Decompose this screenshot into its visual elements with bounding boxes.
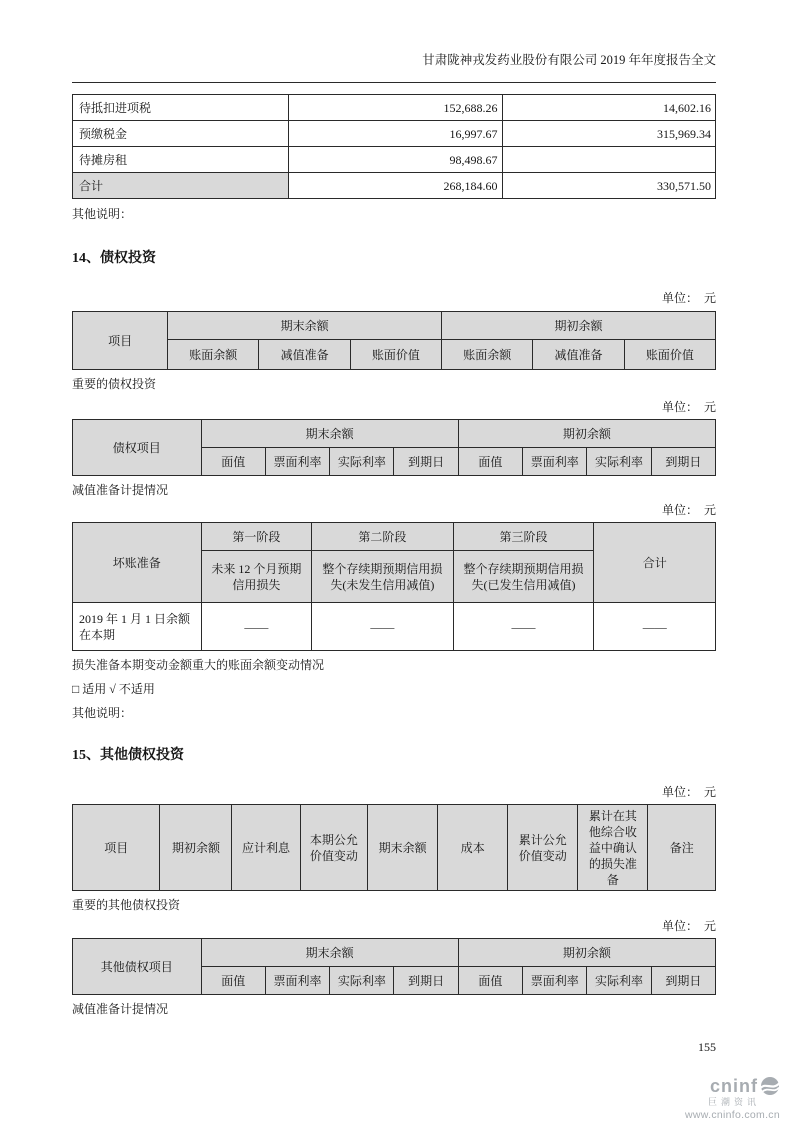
- section-14-title: 14、债权投资: [72, 251, 156, 266]
- column-header: 账面余额: [168, 340, 259, 370]
- ending-balance-cell: 16,997.67: [289, 121, 502, 147]
- column-header: 面值: [201, 448, 265, 476]
- total-label-cell: 合计: [73, 173, 289, 199]
- row-item-cell: 2019 年 1 月 1 日余额在本期: [73, 603, 202, 651]
- column-header: 减值准备: [533, 340, 624, 370]
- unit-label: 单位： 元: [661, 291, 716, 305]
- report-page: [72, 0, 716, 1017]
- column-header: 面值: [458, 967, 522, 995]
- unit-label: 单位： 元: [661, 503, 716, 517]
- total-row: [73, 173, 716, 199]
- loss-change-label: 损失准备本期变动金额重大的账面余额变动情况: [72, 658, 325, 672]
- column-header: 到期日: [394, 448, 458, 476]
- column-header: 整个存续期预期信用损失(未发生信用减值): [312, 551, 453, 603]
- header-row: [73, 312, 716, 340]
- column-header: 未来 12 个月预期信用损失: [201, 551, 312, 603]
- column-header: 其他债权项目: [73, 939, 202, 995]
- table-row: [73, 95, 716, 121]
- report-title: 甘肃陇神戎发药业股份有限公司 2019 年年度报告全文: [422, 53, 716, 67]
- unit-label: 单位： 元: [661, 919, 716, 933]
- column-header: 第二阶段: [312, 523, 453, 551]
- page-number: 155: [698, 1040, 716, 1054]
- logo-brand-row: [685, 1076, 780, 1096]
- row-item-cell: 预缴税金: [73, 121, 289, 147]
- column-header: 期初余额: [160, 805, 232, 891]
- logo-url: www.cninfo.com.cn: [685, 1109, 780, 1121]
- column-header: 账面价值: [624, 340, 715, 370]
- column-header: 累计在其他综合收益中确认的损失准备: [578, 805, 648, 891]
- column-header: 到期日: [394, 967, 458, 995]
- column-header: 成本: [438, 805, 508, 891]
- column-header: 备注: [648, 805, 716, 891]
- column-header: 第一阶段: [201, 523, 312, 551]
- column-header: 票面利率: [265, 967, 329, 995]
- value-cell: ——: [453, 603, 594, 651]
- header-row: [73, 939, 716, 967]
- beginning-balance-cell: 14,602.16: [502, 95, 715, 121]
- other-note-label: 其他说明：: [72, 706, 133, 720]
- important-debt-detail-table: [72, 419, 716, 476]
- header-row: [73, 523, 716, 551]
- section-15-title: 15、其他债权投资: [72, 748, 184, 763]
- subheader-row: [73, 340, 716, 370]
- important-other-debt-label: 重要的其他债权投资: [72, 898, 181, 912]
- column-group-header: 期初余额: [458, 939, 715, 967]
- column-header: 票面利率: [523, 967, 587, 995]
- unit-label: 单位： 元: [661, 400, 716, 414]
- applicable-selector: □ 适用 √ 不适用: [72, 682, 155, 696]
- column-header: 实际利率: [587, 967, 651, 995]
- column-header: 第三阶段: [453, 523, 594, 551]
- column-header: 到期日: [651, 967, 715, 995]
- column-header: 合计: [594, 523, 716, 603]
- header-row: [73, 805, 716, 891]
- deferred-tax-table: [72, 94, 716, 199]
- ending-balance-cell: 152,688.26: [289, 95, 502, 121]
- beginning-balance-cell: 330,571.50: [502, 173, 715, 199]
- column-header: 坏账准备: [73, 523, 202, 603]
- beginning-balance-cell: 315,969.34: [502, 121, 715, 147]
- column-header: 项目: [73, 805, 160, 891]
- column-header: 应计利息: [232, 805, 300, 891]
- column-header: 账面价值: [350, 340, 441, 370]
- column-header: 期末余额: [368, 805, 438, 891]
- column-header: 实际利率: [330, 448, 394, 476]
- beginning-balance-cell: [502, 147, 715, 173]
- column-header: 票面利率: [523, 448, 587, 476]
- ending-balance-cell: 268,184.60: [289, 173, 502, 199]
- column-header: 实际利率: [330, 967, 394, 995]
- other-note-label: 其他说明：: [72, 207, 133, 221]
- column-group-header: 期末余额: [168, 312, 442, 340]
- unit-label: 单位： 元: [661, 785, 716, 799]
- column-header: 累计公允价值变动: [508, 805, 578, 891]
- column-group-header: 期末余额: [201, 420, 458, 448]
- column-header: 债权项目: [73, 420, 202, 476]
- value-cell: ——: [201, 603, 312, 651]
- column-header: 实际利率: [587, 448, 651, 476]
- column-group-header: 期初余额: [458, 420, 715, 448]
- debt-investment-overview-table: [72, 311, 716, 370]
- important-debt-label: 重要的债权投资: [72, 377, 157, 391]
- cninfo-logo: [685, 1076, 780, 1122]
- column-header: 票面利率: [265, 448, 329, 476]
- cninfo-sphere-icon: [760, 1076, 780, 1096]
- column-group-header: 期初余额: [442, 312, 716, 340]
- important-other-debt-detail-table: [72, 938, 716, 995]
- bad-debt-provision-table: [72, 522, 716, 651]
- ending-balance-cell: 98,498.67: [289, 147, 502, 173]
- row-item-cell: 待抵扣进项税: [73, 95, 289, 121]
- column-header: 本期公允价值变动: [300, 805, 368, 891]
- column-header: 项目: [73, 312, 168, 370]
- value-cell: ——: [312, 603, 453, 651]
- header-row: [73, 420, 716, 448]
- column-header: 到期日: [651, 448, 715, 476]
- table-row: [73, 121, 716, 147]
- logo-cn-name: 巨潮资讯: [707, 1097, 760, 1107]
- logo-brand-text: cninf: [710, 1076, 758, 1096]
- column-group-header: 期末余额: [201, 939, 458, 967]
- column-header: 账面余额: [442, 340, 533, 370]
- impairment-provision-label: 减值准备计提情况: [72, 483, 169, 497]
- other-debt-overview-table: [72, 804, 716, 891]
- table-row: [73, 603, 716, 651]
- column-header: 面值: [458, 448, 522, 476]
- column-header: 整个存续期预期信用损失(已发生信用减值): [453, 551, 594, 603]
- column-header: 减值准备: [259, 340, 350, 370]
- impairment-provision-label: 减值准备计提情况: [72, 1002, 169, 1016]
- column-header: 面值: [201, 967, 265, 995]
- document-header: [72, 0, 716, 83]
- value-cell: ——: [594, 603, 716, 651]
- table-row: [73, 147, 716, 173]
- row-item-cell: 待摊房租: [73, 147, 289, 173]
